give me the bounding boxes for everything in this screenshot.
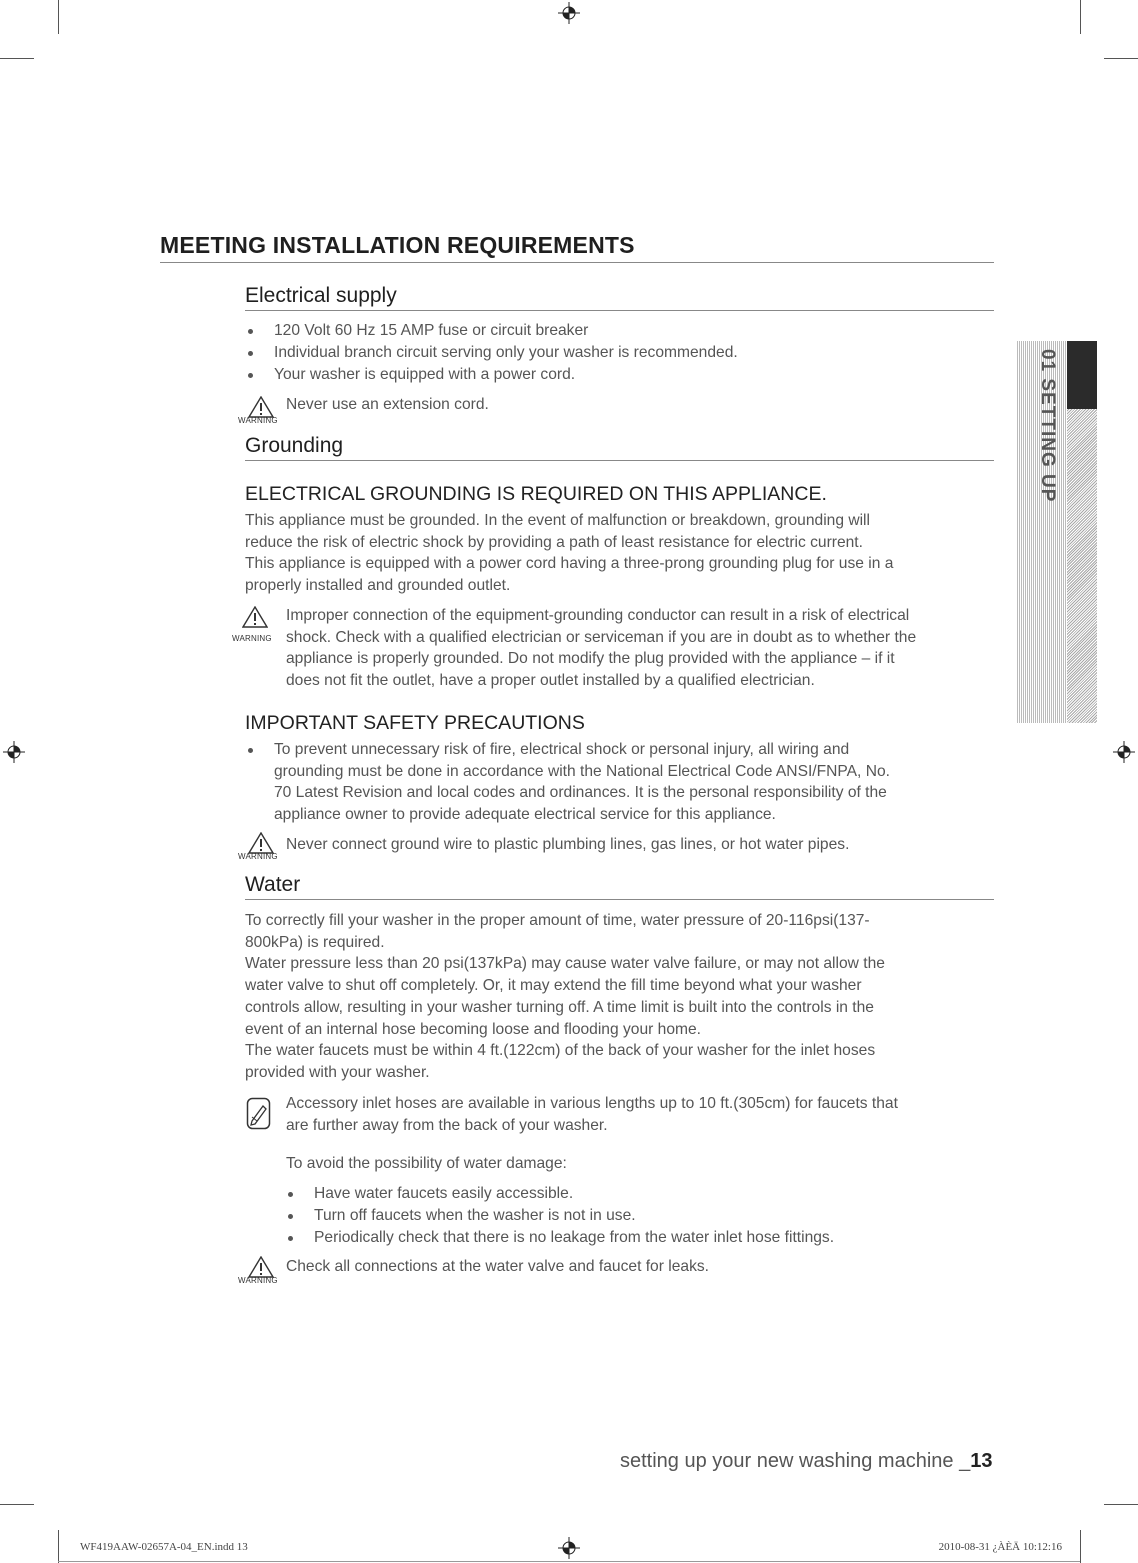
warning-icon: [232, 606, 280, 643]
warning-icon: [238, 832, 286, 866]
crop-mark: [58, 1530, 59, 1563]
crop-mark: [1080, 0, 1081, 34]
page-footer: setting up your new washing machine _13: [620, 1450, 993, 1472]
slug-timestamp: 2010-08-31 ¿ÀÈÄ 10:12:16: [938, 1541, 1062, 1553]
crop-mark: [0, 1504, 34, 1505]
slug-filename: WF419AAW-02657A-04_EN.indd 13: [80, 1541, 248, 1553]
registration-mark-icon: [1113, 741, 1135, 763]
warning-label: WARNING: [232, 634, 272, 643]
chapter-tab: [1016, 341, 1097, 723]
bullet-icon: [248, 748, 253, 753]
warning-text: Improper connection of the equipment-grounding conductor can result in a risk of electrical shock. Check with a qualified electrician or serviceman if you are in doubt as to whether the appliance is properly grounded. Do not modify the plug provided with the appliance – if it does not fit the outlet, have a proper outlet installed by a qualified electrician.: [286, 607, 917, 690]
slug-rule: [58, 1561, 1080, 1562]
list-item: Have water faucets easily accessible.: [314, 1183, 573, 1205]
registration-mark-icon: [558, 1537, 580, 1559]
paragraph: This appliance must be grounded. In the event of malfunction or breakdown, grounding will reduce the risk of electric shock by providing a path of least resistance for electric current. This appliance is equipped with a power cord having a three-prong grounding plug for use in a properly installed and grounded outlet.: [245, 512, 894, 595]
registration-mark-icon: [558, 2, 580, 24]
bullet-icon: [288, 1192, 293, 1197]
section-heading-grounding: Grounding: [245, 434, 994, 461]
page-title: MEETING INSTALLATION REQUIREMENTS: [160, 232, 994, 263]
note-text: Accessory inlet hoses are available in various lengths up to 10 ft.(305cm) for faucets that are further away from the back of your washer.: [286, 1095, 898, 1134]
list-item: Your washer is equipped with a power cord.: [274, 364, 575, 386]
list-item: 120 Volt 60 Hz 15 AMP fuse or circuit breaker: [274, 320, 588, 342]
list-item: Turn off faucets when the washer is not in use.: [314, 1205, 636, 1227]
warning-label: WARNING: [238, 1276, 278, 1285]
section-heading-electrical-supply: Electrical supply: [245, 284, 994, 311]
crop-mark: [1104, 1504, 1138, 1505]
bullet-icon: [248, 351, 253, 356]
note-icon: [246, 1097, 272, 1131]
chapter-tab-label: 01 SETTING UP: [1037, 349, 1058, 503]
bullet-icon: [288, 1236, 293, 1241]
crop-mark: [1080, 1530, 1081, 1563]
registration-mark-icon: [3, 741, 25, 763]
warning-icon: [238, 396, 286, 430]
page-number: 13: [970, 1450, 993, 1472]
bullet-icon: [248, 329, 253, 334]
crop-mark: [58, 0, 59, 34]
list-item: Periodically check that there is no leakage from the water inlet hose fittings.: [314, 1227, 834, 1249]
bullet-icon: [248, 373, 253, 378]
chapter-tab-pattern: [1067, 409, 1097, 723]
list-item: Individual branch circuit serving only your washer is recommended.: [274, 342, 738, 364]
warning-label: WARNING: [238, 852, 278, 861]
crop-mark: [0, 58, 34, 59]
bullet-icon: [288, 1214, 293, 1219]
warning-text: Never connect ground wire to plastic plumbing lines, gas lines, or hot water pipes.: [286, 836, 850, 853]
subheading-safety-precautions: IMPORTANT SAFETY PRECAUTIONS: [245, 712, 585, 734]
subheading-grounding-required: ELECTRICAL GROUNDING IS REQUIRED ON THIS APPLIANCE.: [245, 483, 827, 505]
warning-label: WARNING: [238, 416, 278, 425]
paragraph: To correctly fill your washer in the proper amount of time, water pressure of 20-116psi(137- 800kPa) is required. Water pressure less than 20 psi(137kPa) may cause water valve failure, or may not allow the water valve to shut off completely. Or, it may extend the fill time beyond what your washer controls allow, resulting in your washer turning off. A time limit is built into the controls in the event of an internal hose becoming loose and flooding your home. The water faucets must be within 4 ft.(122cm) of the back of your washer for the inlet hoses provided with your washer.: [245, 912, 885, 1081]
list-item: To prevent unnecessary risk of fire, electrical shock or personal injury, all wiring and grounding must be done in accordance with the National Electrical Code ANSI/FNPA, No. 70 Latest Revision and local codes and ordinances. It is the personal responsibility of the appliance owner to provide adequate electrical service for this appliance.: [274, 739, 890, 826]
warning-text: Check all connections at the water valve and faucet for leaks.: [286, 1258, 709, 1275]
avoid-intro: To avoid the possibility of water damage:: [286, 1155, 567, 1172]
warning-icon: [238, 1256, 286, 1290]
crop-mark: [1104, 58, 1138, 59]
chapter-tab-marker: [1067, 341, 1097, 409]
section-heading-water: Water: [245, 873, 994, 900]
warning-text: Never use an extension cord.: [286, 396, 489, 413]
